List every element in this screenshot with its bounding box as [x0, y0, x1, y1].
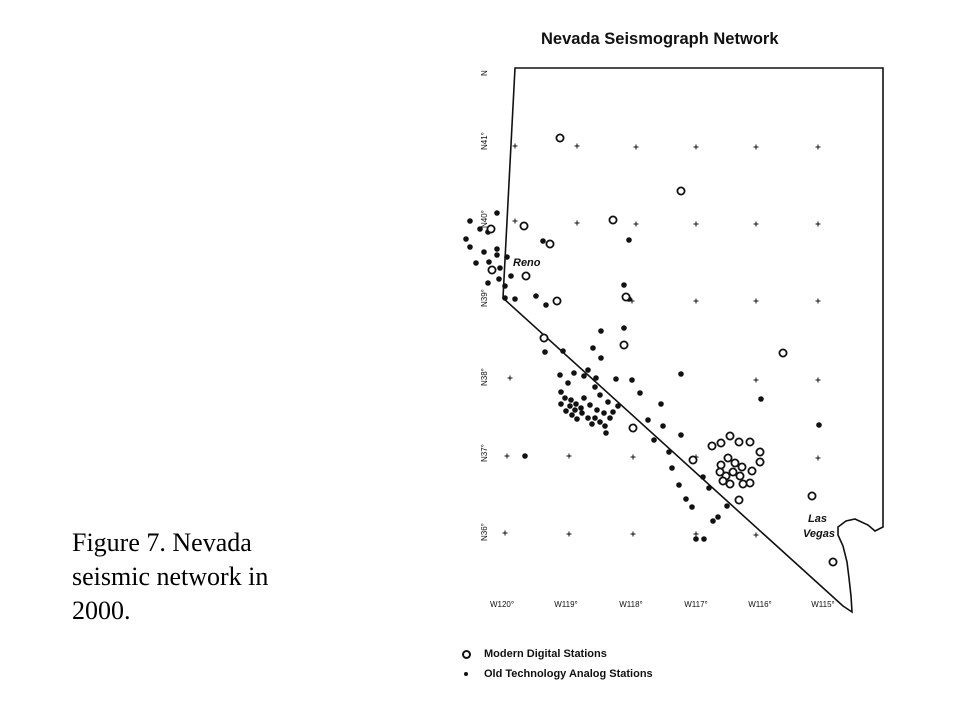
- analog-station: [601, 410, 607, 416]
- digital-station: [717, 461, 724, 468]
- analog-station: [693, 536, 699, 542]
- digital-station: [622, 293, 629, 300]
- analog-station: [560, 348, 566, 354]
- analog-station: [562, 395, 568, 401]
- analog-station: [581, 373, 587, 379]
- analog-station: [658, 401, 664, 407]
- analog-station: [494, 252, 500, 258]
- analog-station: [710, 518, 716, 524]
- analog-station: [592, 415, 598, 421]
- grid-cross: [816, 378, 821, 383]
- analog-station: [557, 372, 563, 378]
- digital-station: [540, 334, 547, 341]
- lon-label-118: W118°: [619, 600, 643, 609]
- grid-cross: [634, 145, 639, 150]
- lon-label-116: W116°: [748, 600, 772, 609]
- digital-station: [746, 438, 753, 445]
- analog-station: [569, 412, 575, 418]
- caption-line-1: Figure 7. Nevada: [72, 528, 252, 557]
- digital-station: [488, 266, 495, 273]
- analog-station: [715, 514, 721, 520]
- analog-station: [678, 371, 684, 377]
- legend-label-modern: Modern Digital Stations: [484, 648, 607, 660]
- open-circle-icon: [462, 650, 471, 659]
- grid-cross: [816, 299, 821, 304]
- digital-station: [746, 479, 753, 486]
- digital-station: [689, 456, 696, 463]
- grid-cross: [567, 532, 572, 537]
- analog-station: [497, 265, 503, 271]
- digital-station: [729, 468, 736, 475]
- digital-station: [553, 297, 560, 304]
- analog-station: [542, 349, 548, 355]
- digital-station: [609, 216, 616, 223]
- analog-station: [573, 401, 579, 407]
- analog-station: [598, 328, 604, 334]
- analog-station: [522, 453, 528, 459]
- analog-station: [689, 504, 695, 510]
- caption-line-3: 2000.: [72, 596, 131, 625]
- analog-station: [660, 423, 666, 429]
- analog-station: [610, 409, 616, 415]
- analog-station: [645, 417, 651, 423]
- grid-cross: [634, 222, 639, 227]
- analog-station: [607, 415, 613, 421]
- digital-station: [726, 432, 733, 439]
- digital-station: [719, 477, 726, 484]
- analog-station: [494, 210, 500, 216]
- digital-station: [546, 240, 553, 247]
- lat-label-41: N41°: [480, 132, 489, 150]
- digital-station: [808, 492, 815, 499]
- analog-station: [508, 273, 514, 279]
- analog-station: [758, 396, 764, 402]
- analog-station: [587, 402, 593, 408]
- analog-station: [496, 276, 502, 282]
- grid-cross: [631, 455, 636, 460]
- digital-station: [708, 442, 715, 449]
- digital-station: [736, 472, 743, 479]
- digital-station: [779, 349, 786, 356]
- analog-station: [512, 296, 518, 302]
- analog-station: [592, 384, 598, 390]
- digital-station: [556, 134, 563, 141]
- grid-cross: [816, 222, 821, 227]
- analog-station: [568, 397, 574, 403]
- digital-station: [738, 463, 745, 470]
- map-legend: [462, 644, 653, 684]
- analog-station: [481, 249, 487, 255]
- analog-station: [585, 415, 591, 421]
- analog-station: [543, 302, 549, 308]
- analog-station: [700, 474, 706, 480]
- grid-cross: [754, 299, 759, 304]
- digital-station: [756, 458, 763, 465]
- lon-label-117: W117°: [684, 600, 708, 609]
- lon-label-119: W119°: [554, 600, 578, 609]
- analog-station: [558, 389, 564, 395]
- analog-station: [502, 295, 508, 301]
- analog-station: [565, 380, 571, 386]
- lon-label-115: W115°: [811, 600, 835, 609]
- analog-station: [615, 403, 621, 409]
- legend-row-analog: [462, 664, 653, 684]
- map-title: Nevada Seismograph Network: [541, 30, 779, 48]
- analog-station: [589, 421, 595, 427]
- analog-station: [567, 403, 573, 409]
- analog-station: [494, 246, 500, 252]
- digital-station: [726, 480, 733, 487]
- analog-station: [651, 437, 657, 443]
- city-label-reno: Reno: [513, 257, 541, 269]
- analog-station: [540, 238, 546, 244]
- analog-station: [486, 259, 492, 265]
- digital-station: [522, 272, 529, 279]
- grid-cross: [631, 532, 636, 537]
- city-label-vegas: Vegas: [803, 528, 836, 540]
- analog-station: [590, 345, 596, 351]
- grid-cross: [816, 145, 821, 150]
- lat-label-40: N40°: [480, 210, 489, 228]
- digital-station: [739, 480, 746, 487]
- grid-cross: [754, 378, 759, 383]
- analog-station: [816, 422, 822, 428]
- digital-station: [748, 467, 755, 474]
- grid-cross: [575, 221, 580, 226]
- grid-cross: [694, 532, 699, 537]
- analog-station: [605, 399, 611, 405]
- grid-cross: [754, 222, 759, 227]
- analog-station: [602, 423, 608, 429]
- grid-cross: [754, 145, 759, 150]
- grid-cross: [575, 144, 580, 149]
- analog-station: [563, 408, 569, 414]
- lat-label-36: N36°: [480, 523, 489, 541]
- analog-station: [666, 449, 672, 455]
- grid-cross: [694, 145, 699, 150]
- lat-label-39: N39°: [480, 289, 489, 307]
- analog-station: [473, 260, 479, 266]
- grid-cross: [816, 456, 821, 461]
- legend-label-analog: Old Technology Analog Stations: [484, 668, 653, 680]
- analog-station: [504, 254, 510, 260]
- analog-station: [683, 496, 689, 502]
- analog-station: [724, 503, 730, 509]
- digital-station: [731, 459, 738, 466]
- legend-row-modern: [462, 644, 653, 664]
- digital-station: [735, 496, 742, 503]
- analog-station: [594, 407, 600, 413]
- grid-cross: [513, 144, 518, 149]
- digital-stations: [487, 134, 836, 565]
- grid-cross: [503, 531, 508, 536]
- digital-station: [829, 558, 836, 565]
- analog-station: [463, 236, 469, 242]
- filled-dot-icon: [464, 672, 468, 676]
- analog-station: [678, 432, 684, 438]
- lat-label-37: N37°: [480, 444, 489, 462]
- grid-cross: [513, 219, 518, 224]
- digital-station: [620, 341, 627, 348]
- analog-station: [533, 293, 539, 299]
- analog-station: [621, 282, 627, 288]
- lat-label-38: N38°: [480, 368, 489, 386]
- digital-station: [677, 187, 684, 194]
- digital-station: [724, 454, 731, 461]
- analog-station: [626, 237, 632, 243]
- analog-station: [637, 390, 643, 396]
- analog-station: [603, 430, 609, 436]
- digital-station: [735, 438, 742, 445]
- grid-cross: [754, 533, 759, 538]
- analog-station: [581, 395, 587, 401]
- lon-label-120: W120°: [489, 600, 515, 609]
- digital-station: [629, 424, 636, 431]
- analog-station: [578, 405, 584, 411]
- analog-station: [597, 419, 603, 425]
- analog-station: [572, 407, 578, 413]
- grid-cross: [508, 376, 513, 381]
- analog-station: [613, 376, 619, 382]
- analog-station: [502, 283, 508, 289]
- analog-station: [701, 536, 707, 542]
- analog-station: [706, 485, 712, 491]
- analog-station: [629, 377, 635, 383]
- lat-label-n: N: [480, 70, 489, 76]
- analog-station: [571, 370, 577, 376]
- analog-station: [467, 244, 473, 250]
- analog-station: [485, 280, 491, 286]
- analog-station: [579, 410, 585, 416]
- digital-station: [717, 439, 724, 446]
- grid-cross: [694, 299, 699, 304]
- caption-line-2: seismic network in: [72, 562, 269, 591]
- analog-station: [598, 355, 604, 361]
- analog-station: [467, 218, 473, 224]
- city-label-las: Las: [808, 513, 827, 525]
- analog-station: [558, 401, 564, 407]
- analog-station: [574, 416, 580, 422]
- analog-station: [597, 392, 603, 398]
- grid-cross: [567, 454, 572, 459]
- analog-station: [669, 465, 675, 471]
- digital-station: [756, 448, 763, 455]
- grid-cross: [694, 222, 699, 227]
- analog-station: [621, 325, 627, 331]
- analog-station: [593, 375, 599, 381]
- analog-station: [676, 482, 682, 488]
- digital-station: [520, 222, 527, 229]
- analog-station: [585, 367, 591, 373]
- grid-cross: [505, 454, 510, 459]
